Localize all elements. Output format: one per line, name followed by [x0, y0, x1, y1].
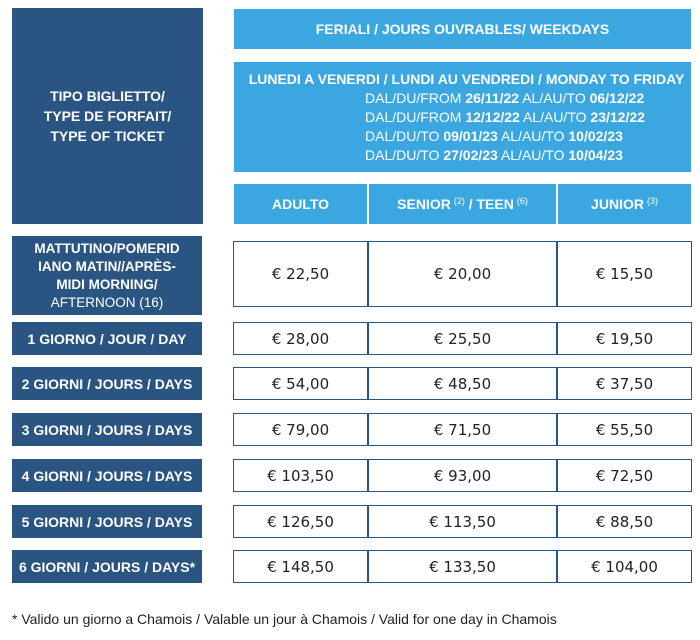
row-label-6-days: 6 GIORNI / JOURS / DAYS*: [12, 550, 202, 583]
column-header-senior-teen: SENIOR $^{(2)}$ / TEEN $^{(6)}$: [369, 184, 556, 224]
price-cell: € 148,50: [233, 550, 368, 583]
price-cell: € 93,00: [368, 459, 557, 492]
price-cell: € 79,00: [233, 413, 368, 446]
price-cell: € 71,50: [368, 413, 557, 446]
price-cell: € 103,50: [233, 459, 368, 492]
row-label-4-days: 4 GIORNI / JOURS / DAYS: [12, 459, 202, 492]
price-cell: € 55,50: [557, 413, 692, 446]
price-cell: € 133,50: [368, 550, 557, 583]
ticket-type-line-1: TIPO BIGLIETTO/: [50, 88, 165, 104]
footnote: * Valido un giorno a Chamois / Valable un jour à Chamois / Valid for one day in Chamois: [12, 611, 557, 627]
period-title: LUNEDI A VENERDI / LUNDI AU VENDREDI / MONDAY TO FRIDAY: [248, 70, 685, 87]
period-line-3: DAL/DU/TO 09/01/23 AL/AU/TO 10/02/23: [365, 127, 623, 144]
price-cell: € 88,50: [557, 505, 692, 538]
price-cell: € 104,00: [557, 550, 692, 583]
price-cell: € 22,50: [233, 241, 368, 307]
row-label-2-days: 2 GIORNI / JOURS / DAYS: [12, 367, 202, 400]
row-label-half-day: MATTUTINO/POMERID IANO MATIN//APRÈS- MIDI MORNING/ AFTERNOON (16): [12, 236, 202, 315]
price-cell: € 19,50: [557, 322, 692, 355]
price-cell: € 20,00: [368, 241, 557, 307]
period-block: [234, 62, 691, 172]
column-header-junior: JUNIOR $^{(3)}$: [558, 184, 691, 224]
price-cell: € 54,00: [233, 367, 368, 400]
period-line-4: DAL/DU/TO 27/02/23 AL/AU/TO 10/04/23: [365, 146, 623, 163]
price-cell: € 28,00: [233, 322, 368, 355]
price-cell: € 72,50: [557, 459, 692, 492]
row-label-3-days: 3 GIORNI / JOURS / DAYS: [12, 413, 202, 446]
weekdays-header: [234, 9, 691, 49]
price-cell: € 25,50: [368, 322, 557, 355]
row-label-1-day: 1 GIORNO / JOUR / DAY: [12, 322, 202, 355]
ticket-type-header: [12, 8, 203, 224]
price-cell: € 126,50: [233, 505, 368, 538]
price-cell: € 113,50: [368, 505, 557, 538]
column-header-adulto: ADULTO: [234, 184, 367, 224]
row-label-5-days: 5 GIORNI / JOURS / DAYS: [12, 505, 202, 538]
price-cell: € 15,50: [557, 241, 692, 307]
weekdays-label: FERIALI / JOURS OUVRABLES/ WEEKDAYS: [315, 21, 610, 37]
ticket-type-line-3: TYPE OF TICKET: [50, 128, 165, 144]
period-line-2: DAL/DU/FROM 12/12/22 AL/AU/TO 23/12/22: [365, 108, 645, 125]
period-line-1: DAL/DU/FROM 26/11/22 AL/AU/TO 06/12/22: [365, 89, 645, 106]
price-cell: € 48,50: [368, 367, 557, 400]
price-cell: € 37,50: [557, 367, 692, 400]
ticket-type-line-2: TYPE DE FORFAIT/: [43, 108, 172, 124]
